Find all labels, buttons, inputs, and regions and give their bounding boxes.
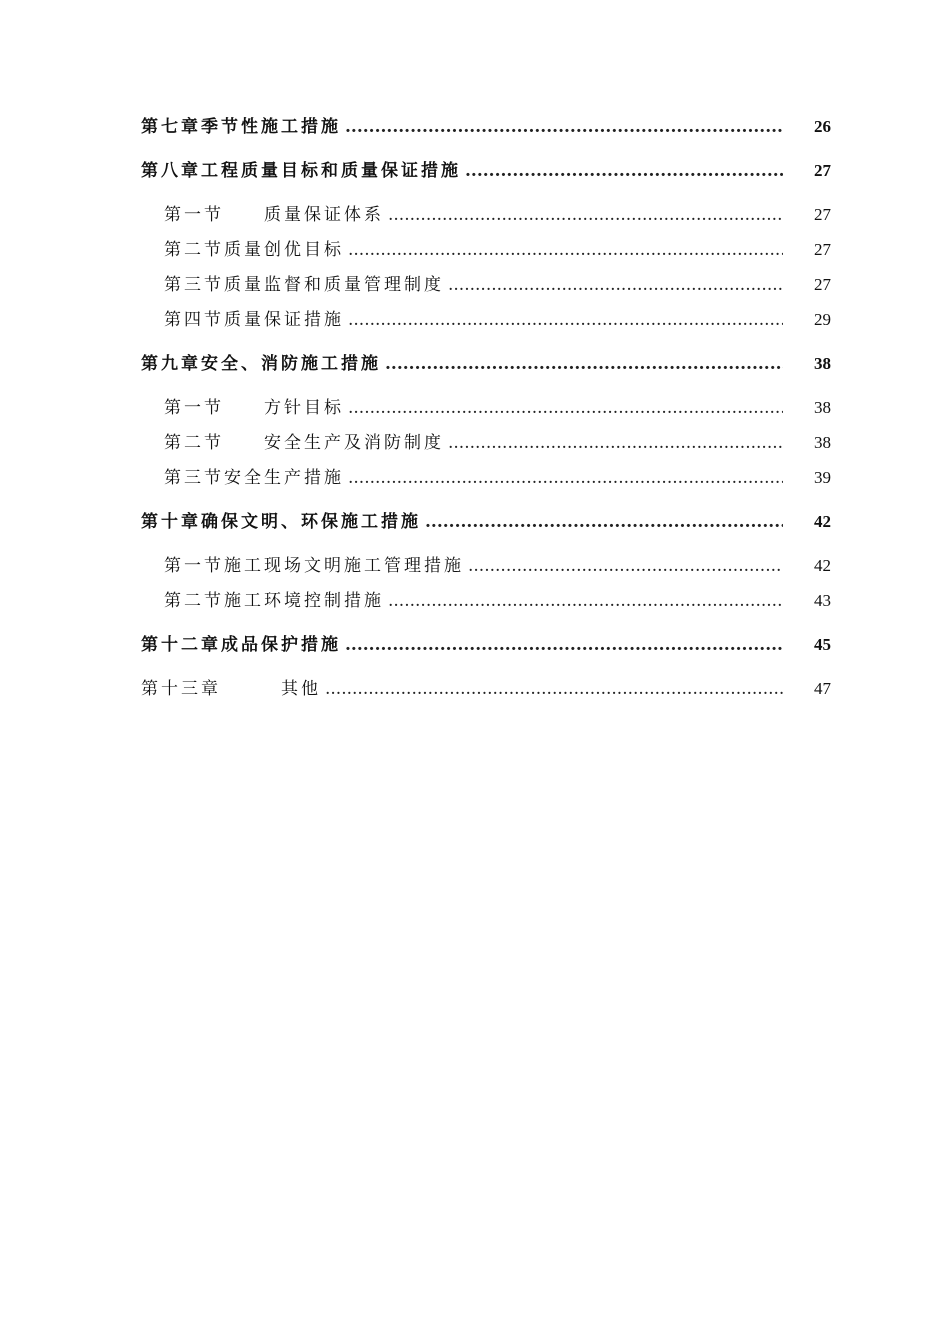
toc-entry-section-9-3[interactable] xyxy=(141,463,831,498)
toc-entry-chapter-12[interactable] xyxy=(141,630,831,665)
toc-entry-page: 45 xyxy=(814,635,831,654)
toc-entry-title: 第一节 质量保证体系 xyxy=(164,205,384,225)
table-of-contents xyxy=(141,112,831,709)
toc-entry-chapter-7[interactable] xyxy=(141,112,831,147)
toc-dot-leader xyxy=(325,679,783,699)
toc-entry-title: 第一节 方针目标 xyxy=(164,398,344,418)
toc-entry-page: 38 xyxy=(814,354,831,373)
toc-entry-chapter-9[interactable] xyxy=(141,349,831,384)
toc-entry-page: 39 xyxy=(814,468,831,487)
toc-entry-page: 42 xyxy=(814,556,831,575)
toc-entry-title: 第二节施工环境控制措施 xyxy=(164,591,384,611)
toc-entry-section-8-2[interactable] xyxy=(141,235,831,270)
toc-entry-page: 38 xyxy=(814,433,831,452)
toc-entry-page: 38 xyxy=(814,398,831,417)
toc-entry-page: 26 xyxy=(814,117,831,136)
toc-entry-page: 43 xyxy=(814,591,831,610)
toc-entry-section-8-4[interactable] xyxy=(141,305,831,340)
toc-entry-section-10-1[interactable] xyxy=(141,551,831,586)
toc-entry-title: 第十章确保文明、环保施工措施 xyxy=(141,512,421,532)
toc-entry-page: 27 xyxy=(814,205,831,224)
toc-entry-page: 27 xyxy=(814,275,831,294)
toc-dot-leader xyxy=(348,240,783,260)
toc-dot-leader xyxy=(465,161,783,181)
toc-entry-title: 第三节安全生产措施 xyxy=(164,468,344,488)
toc-entry-page: 27 xyxy=(814,161,831,180)
toc-entry-title: 第十三章 其他 xyxy=(141,679,321,699)
toc-entry-title: 第一节施工现场文明施工管理措施 xyxy=(164,556,464,576)
toc-dot-leader xyxy=(348,398,783,418)
toc-dot-leader xyxy=(448,275,783,295)
toc-dot-leader xyxy=(448,433,783,453)
toc-entry-section-8-3[interactable] xyxy=(141,270,831,305)
toc-entry-section-9-2[interactable] xyxy=(141,428,831,463)
toc-entry-page: 47 xyxy=(814,679,831,698)
toc-dot-leader xyxy=(388,591,783,611)
toc-entry-title: 第二节 安全生产及消防制度 xyxy=(164,433,444,453)
toc-entry-page: 27 xyxy=(814,240,831,259)
toc-entry-title: 第七章季节性施工措施 xyxy=(141,117,341,137)
toc-entry-chapter-13[interactable] xyxy=(141,674,831,709)
toc-entry-chapter-8[interactable] xyxy=(141,156,831,191)
toc-entry-section-8-1[interactable] xyxy=(141,200,831,235)
toc-entry-title: 第二节质量创优目标 xyxy=(164,240,344,260)
toc-dot-leader xyxy=(348,310,783,330)
toc-entry-title: 第四节质量保证措施 xyxy=(164,310,344,330)
toc-dot-leader xyxy=(345,117,783,137)
toc-dot-leader xyxy=(345,635,783,655)
toc-dot-leader xyxy=(385,354,783,374)
toc-dot-leader xyxy=(348,468,783,488)
toc-dot-leader xyxy=(425,512,783,532)
toc-entry-title: 第十二章成品保护措施 xyxy=(141,635,341,655)
toc-entry-page: 29 xyxy=(814,310,831,329)
toc-entry-title: 第三节质量监督和质量管理制度 xyxy=(164,275,444,295)
toc-entry-section-9-1[interactable] xyxy=(141,393,831,428)
toc-entry-title: 第八章工程质量目标和质量保证措施 xyxy=(141,161,461,181)
toc-entry-page: 42 xyxy=(814,512,831,531)
toc-entry-section-10-2[interactable] xyxy=(141,586,831,621)
toc-dot-leader xyxy=(468,556,783,576)
toc-entry-title: 第九章安全、消防施工措施 xyxy=(141,354,381,374)
toc-dot-leader xyxy=(388,205,783,225)
toc-entry-chapter-10[interactable] xyxy=(141,507,831,542)
